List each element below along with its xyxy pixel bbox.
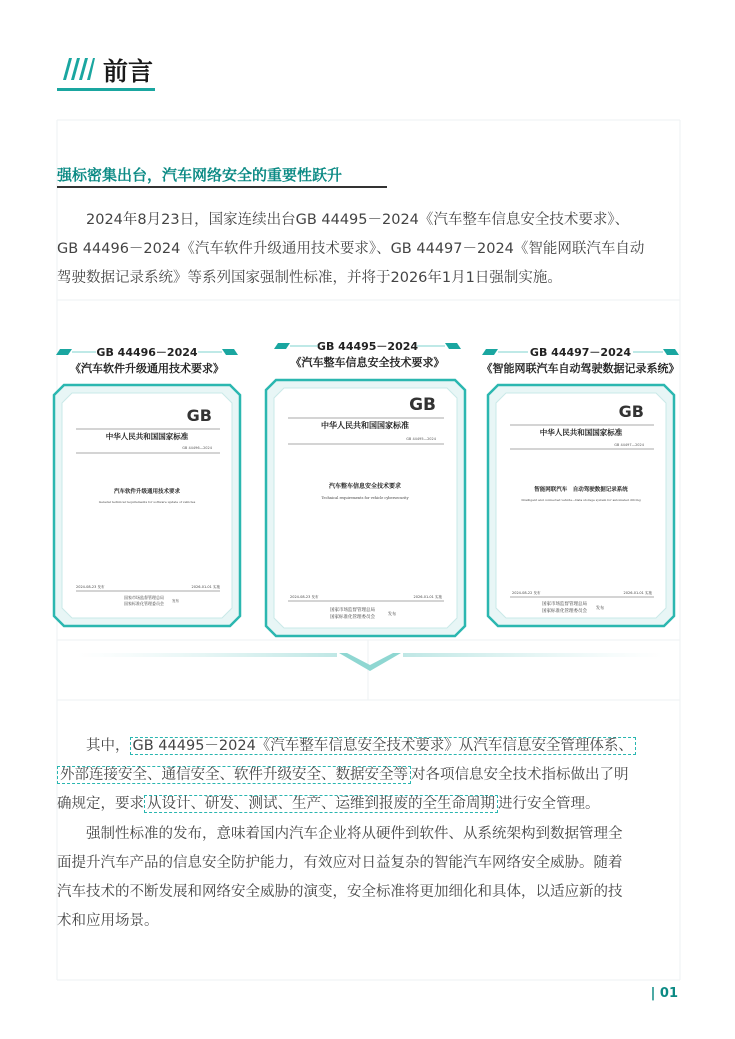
header-underline xyxy=(57,88,155,91)
cover-issue-word: 发布 xyxy=(596,605,604,610)
highlighted-text: 从设计、研发、测试、生产、运维到报废的全生命周期 xyxy=(144,795,498,813)
cover-title: 智能网联汽车 自动驾驶数据记录系统 xyxy=(534,487,628,493)
cover-en-title: Intelligent and connected vehicle—Data storage system for automated driving xyxy=(521,498,641,502)
text-run: 其中， xyxy=(86,738,130,754)
cover-impl-date: 2026-01-01 实施 xyxy=(623,591,652,595)
doc-name: 《汽车整车信息安全技术要求》 xyxy=(290,356,445,369)
cover-std-no: GB 44495—2024 xyxy=(406,437,436,441)
cover-issuer: 国家市场监督管理总局 xyxy=(542,602,587,607)
cover-en-title: Technical requirements for vehicle cybersecurity xyxy=(321,496,409,500)
cover-pub-date: 2024-08-23 发布 xyxy=(76,585,105,589)
standard-cover-image xyxy=(264,378,467,638)
highlighted-text: 外部连接安全、通信安全、软件升级安全、数据安全等 xyxy=(57,766,411,784)
doc-code: GB 44495－2024 xyxy=(316,340,419,353)
cover-title: 汽车软件升级通用技术要求 xyxy=(113,489,181,495)
cover-issuer: 国家市场监督管理总局 xyxy=(330,608,375,613)
intro-paragraph xyxy=(57,206,683,293)
paragraph-line: 汽车技术的不断发展和网络安全威胁的演变，安全标准将更加细化和具体，以适应新的技 xyxy=(57,884,623,900)
cover-pub-date: 2024-08-22 发布 xyxy=(512,591,541,595)
conclusion-paragraph xyxy=(57,820,683,936)
cover-issuer: 国家标准化管理委员会 xyxy=(330,615,375,620)
label-accent-left xyxy=(52,345,242,359)
doc-name: 《智能网联汽车自动驾驶数据记录系统》 xyxy=(481,362,680,375)
pedestal-chevron xyxy=(57,645,683,677)
paragraph-line: 2024年8月23日，国家连续出台GB 44495－2024《汽车整车信息安全技术要求》、 xyxy=(86,212,630,228)
text-run: 对各项信息安全技术指标做出了明 xyxy=(411,767,629,783)
cover-pub-date: 2024-08-23 发布 xyxy=(290,595,319,599)
cover-std-no: GB 44496—2024 xyxy=(182,446,212,450)
paragraph-line: GB 44496－2024《汽车软件升级通用技术要求》、GB 44497－2024《智能网联汽车自动 xyxy=(57,241,645,257)
cover-std-no: GB 44497—2024 xyxy=(614,443,644,447)
paragraph-line: 强制性标准的发布，意味着国内汽车企业将从硬件到软件、从系统架构到数据管理全 xyxy=(86,826,623,842)
page-title: 前言 xyxy=(103,57,154,86)
cover-issue-word: 发布 xyxy=(172,599,179,603)
cover-issuer: 国家标准化管理委员会 xyxy=(542,609,587,614)
doc-code: GB 44497－2024 xyxy=(529,346,632,359)
cover-issuer: 国家标准化管理委员会 xyxy=(124,601,164,606)
page-number: | 01 xyxy=(650,986,678,1001)
doc-code: GB 44496－2024 xyxy=(96,346,198,359)
paragraph-line: 术和应用场景。 xyxy=(57,913,159,929)
gb-logo: GB xyxy=(618,402,644,421)
cover-org: 中华人民共和国国家标准 xyxy=(539,428,623,437)
cover-impl-date: 2026-01-01 实施 xyxy=(413,595,442,599)
cover-impl-date: 2026-01-01 实施 xyxy=(191,585,220,589)
paragraph-line: 面提升汽车产品的信息安全防护能力，有效应对日益复杂的智能汽车网络安全威胁。随着 xyxy=(57,855,623,871)
cover-org: 中华人民共和国国家标准 xyxy=(105,432,189,441)
gb-logo: GB xyxy=(186,406,212,425)
cover-en-title: General technical requirements for software update of vehicles xyxy=(98,500,196,504)
cover-issue-word: 发布 xyxy=(388,611,396,616)
label-accent-center xyxy=(270,339,465,353)
text-run: 进行安全管理。 xyxy=(498,796,600,812)
highlighted-text: GB 44495－2024《汽车整车信息安全技术要求》从汽车信息安全管理体系、 xyxy=(130,737,636,755)
subheading-underline xyxy=(57,186,387,188)
paragraph-line xyxy=(57,732,683,761)
gb-logo: GB xyxy=(409,395,436,415)
paragraph-line xyxy=(57,790,683,819)
cover-issuer: 国家市场监督管理总局 xyxy=(124,595,164,600)
slash-stripes-icon xyxy=(57,58,95,80)
paragraph-line: 驾驶数据记录系统》等系列国家强制性标准，并将于2026年1月1日强制实施。 xyxy=(57,270,562,286)
detail-paragraph xyxy=(57,732,683,819)
cover-title: 汽车整车信息安全技术要求 xyxy=(328,483,402,490)
cover-org: 中华人民共和国国家标准 xyxy=(321,420,409,430)
text-run: 确规定，要求 xyxy=(57,796,144,812)
label-accent-right xyxy=(478,345,683,359)
standard-cover-image xyxy=(52,383,242,628)
section-subheading: 强标密集出台，汽车网络安全的重要性跃升 xyxy=(57,166,343,184)
standard-cover-image xyxy=(486,383,676,628)
doc-name: 《汽车软件升级通用技术要求》 xyxy=(70,362,224,375)
paragraph-line xyxy=(57,761,683,790)
